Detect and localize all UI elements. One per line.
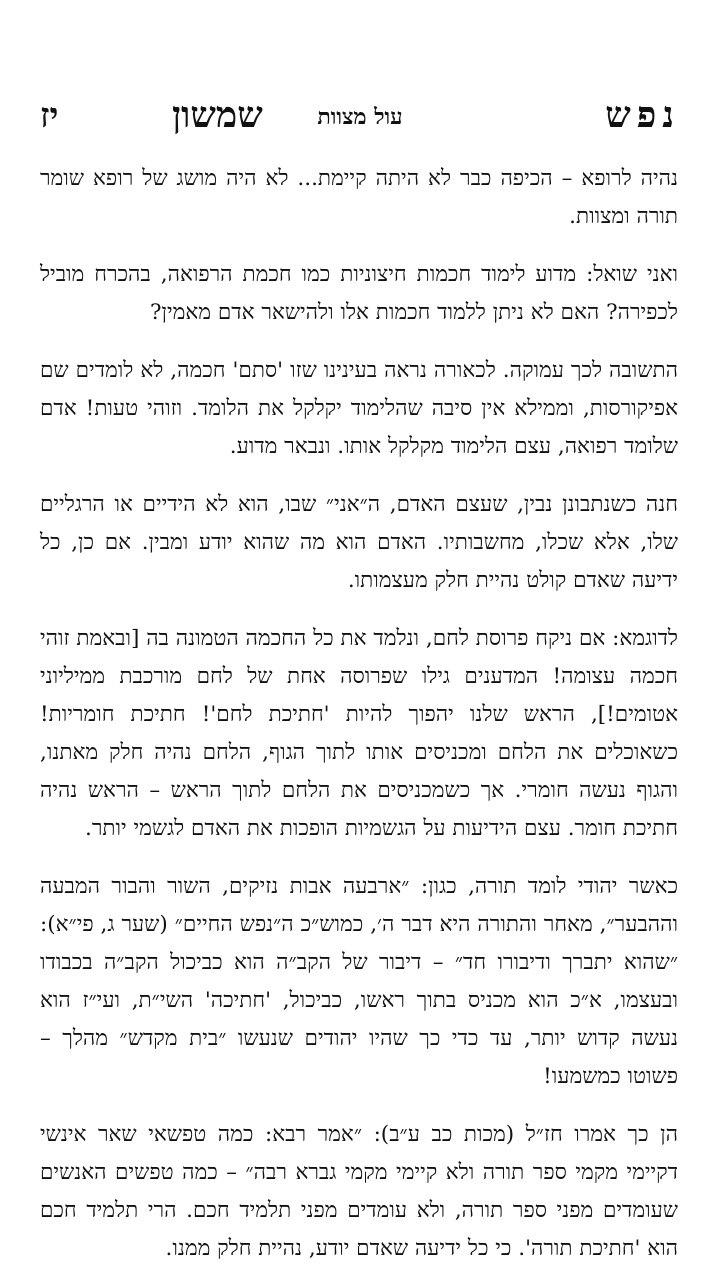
page-body xyxy=(40,160,678,1288)
paragraph-4: חנה כשנתבונן נבין, שעצם האדם, ה״אני״ שבו, הוא לא הידיים או הרגליים שלו, אלא שכלו, מחשבותיו. האדם הוא מה שהוא יודע ומבין. אם כן, כל ידיעה שאדם קולט נהיית חלק מעצמותו. xyxy=(40,492,678,593)
page-number: יז xyxy=(40,96,59,136)
paragraph-5: לדוגמא: אם ניקח פרוסת לחם, ונלמד את כל החכמה הטמונה בה [ובאמת זוהי חכמה עצומה! המדענים גילו שפרוסה אחת של לחם מורכבת ממיליוני אטומים!], הראש שלנו יהפוך להיות 'חתיכת לחם'! חתיכת חומריות! כשאוכלים את הלחם ומכניסים אותו לתוך הגוף, הלחם נהיה חלק מאתנו, והגוף נעשה חומרי. אך כשמכניסים את הלחם לתוך הראש – הראש נהיה חתיכת חומר. עצם הידיעות על הגשמיות הופכות את האדם לגשמי יותר. xyxy=(40,626,678,841)
paragraph-3: התשובה לכך עמוקה. לכאורה נראה בעינינו שזו 'סתם' חכמה, לא לומדים שם אפיקורסות, וממילא אין סיבה שהלימוד יקלקל את הלומד. וזוהי טעות! אדם שלומד רפואה, עצם הלימוד מקלקל אותו. ונבאר מדוע. xyxy=(40,358,678,459)
paragraph-7: הן כך אמרו חז״ל (מכות כב ע״ב): ״אמר רבא: כמה טפשאי שאר אינשי דקיימי מקמי ספר תורה ולא קיימי מקמי גברא רבה״ – כמה טפשים האנשים שעומדים מפני ספר תורה, ולא עומדים מפני תלמיד חכם. הרי תלמיד חכם הוא 'חתיכת תורה'. כי כל ידיעה שאדם יודע, נהיית חלק ממנו. xyxy=(40,1122,678,1261)
header-title-left: שמשון xyxy=(172,94,263,136)
paragraph-1: נהיה לרופא – הכיפה כבר לא היתה קיימת... לא היה מושג של רופא שומר תורה ומצוות. xyxy=(40,166,678,229)
running-header xyxy=(40,94,680,142)
header-section-title: עול מצוות xyxy=(317,104,403,130)
header-title-right: נפש xyxy=(605,94,680,136)
paragraph-2: ואני שואל: מדוע לימוד חכמות חיצוניות כמו חכמת הרפואה, בהכרח מוביל לכפירה? האם לא ניתן ללמוד חכמות אלו ולהישאר אדם מאמין? xyxy=(40,262,678,325)
paragraph-6: כאשר יהודי לומד תורה, כגון: ״ארבעה אבות נזיקים, השור והבור המבעה וההבער״, מאחר והתורה היא דבר ה׳, כמוש״כ ה״נפש החיים״ (שער ג, פי״א): ״שהוא יתברך ודיבורו חד״ – דיבור של הקב״ה הוא כביכול הקב״ה בכבודו ובעצמו, א״כ הוא מכניס בתוך ראשו, כביכול, 'חתיכה' השי״ת, ועי״ז הוא נעשה קדוש יותר, עד כדי כך שהיו יהודים שנעשו ״בית מקדש״ מהלך – פשוטו כמשמעו! xyxy=(40,874,678,1089)
